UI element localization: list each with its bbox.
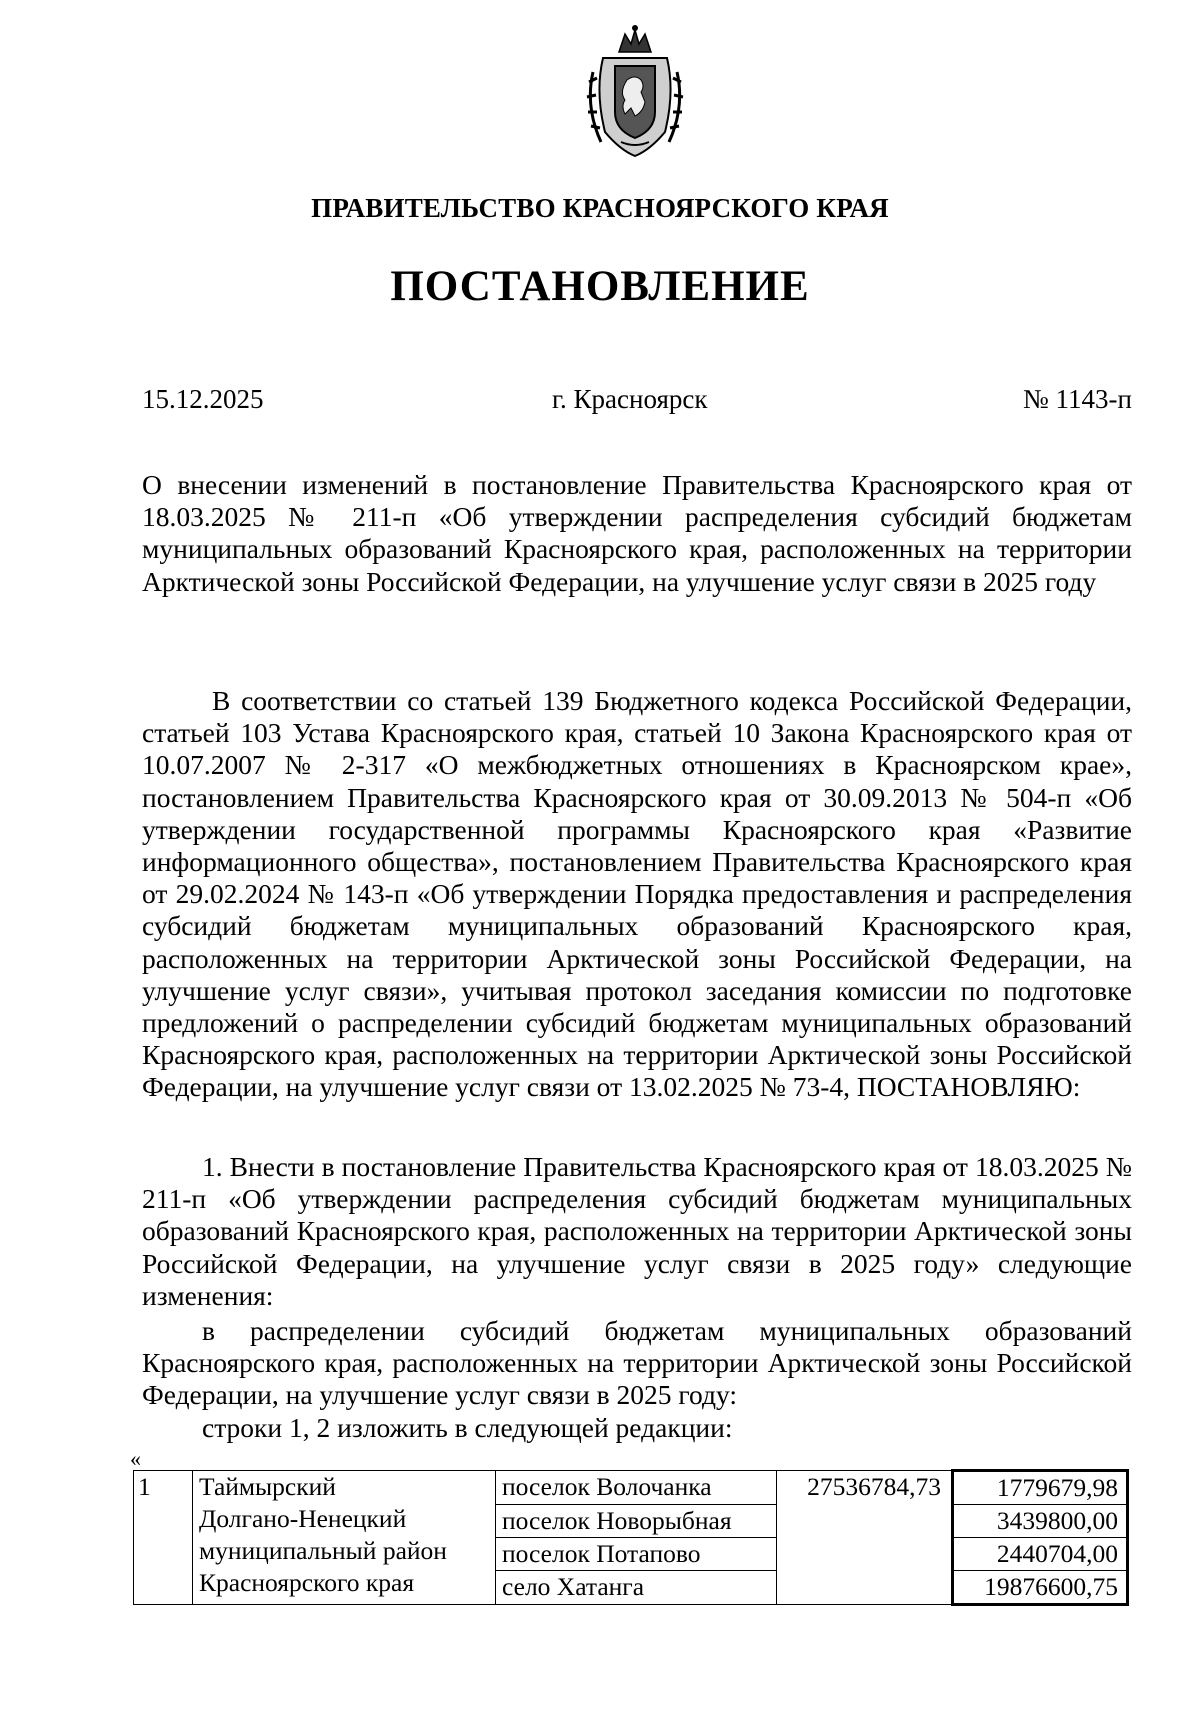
amount-cell: 3439800,00 <box>953 1505 1128 1538</box>
document-city: г. Красноярск <box>552 384 708 414</box>
settlement-cell: поселок Потапово <box>496 1538 777 1571</box>
government-name: ПРАВИТЕЛЬСТВО КРАСНОЯРСКОГО КРАЯ <box>311 193 889 223</box>
district-line: Красноярского края <box>199 1568 415 1597</box>
rows-instruction: строки 1, 2 изложить в следующей редакции: <box>202 1412 733 1443</box>
distribution-paragraph: в распределении субсидий бюджетам муниципальных образований Красноярского края, расположенных на территории Арктической зоны Российской Федерации, на улучшение услуг связи в 2025 году: <box>142 1315 1132 1411</box>
basis-paragraph: В соответствии со статьей 139 Бюджетного кодекса Российской Федерации, статьей 103 Устава Красноярского края, статьей 10 Закона Красноярского края от 10.07.2007 № 2-317 «О межбюджетных отношениях в Красноярском крае», постановлением Правительства Красноярского края от 30.09.2013 № 504-п «Об утверждении государственной программы Красноярского края «Развитие информационного общества», постановлением Правительства Красноярского края от 29.02.2024 № 143-п «Об утверждении Порядка предоставления и распределения субсидий бюджетам муниципальных образований Красноярского края, расположенных на территории Арктической зоны Российской Федерации, на улучшение услуг связи», учитывая протокол заседания комиссии по подготовке предложений о распределении субсидий бюджетам муниципальных образований Красноярского края, расположенных на территории Арктической зоны Российской Федерации, на улучшение услуг связи от 13.02.2025 № 73-4, ПОСТАНОВЛЯЮ: <box>142 685 1132 1103</box>
district-cell <box>193 1471 496 1605</box>
document-date: 15.12.2025 <box>142 384 264 414</box>
title-paragraph: О внесении изменений в постановление Правительства Красноярского края от 18.03.2025 № 211-п «Об утверждении распределения субсидий бюджетам муниципальных образований Красноярского края, расположенных на территории Арктической зоны Российской Федерации, на улучшение услуг связи в 2025 году <box>142 469 1132 597</box>
table-row <box>134 1471 1128 1505</box>
settlement-cell: село Хатанга <box>496 1571 777 1605</box>
amount-cell: 19876600,75 <box>953 1571 1128 1605</box>
subsidy-table <box>133 1469 1129 1606</box>
document-meta <box>142 384 1132 420</box>
coat-of-arms-icon <box>575 22 695 162</box>
row-number-cell: 1 <box>134 1471 193 1605</box>
district-line: Таймырский <box>199 1472 336 1501</box>
document-type: ПОСТАНОВЛЕНИЕ <box>390 263 810 310</box>
district-line: Долгано-Ненецкий <box>199 1504 407 1533</box>
document-number: № 1143-п <box>1023 384 1132 414</box>
settlement-cell: поселок Новорыбная <box>496 1505 777 1538</box>
open-quote: « <box>130 1446 141 1471</box>
settlement-cell: поселок Волочанка <box>496 1471 777 1505</box>
total-cell: 27536784,73 <box>777 1471 953 1605</box>
item-1-paragraph: 1. Внести в постановление Правительства Красноярского края от 18.03.2025 № 211-п «Об утверждении распределения субсидий бюджетам муниципальных образований Красноярского края, расположенных на территории Арктической зоны Российской Федерации, на улучшение услуг связи в 2025 году» следующие изменения: <box>142 1151 1132 1311</box>
district-line: муниципальный район <box>199 1536 447 1565</box>
amount-cell: 1779679,98 <box>953 1471 1128 1505</box>
amount-cell: 2440704,00 <box>953 1538 1128 1571</box>
